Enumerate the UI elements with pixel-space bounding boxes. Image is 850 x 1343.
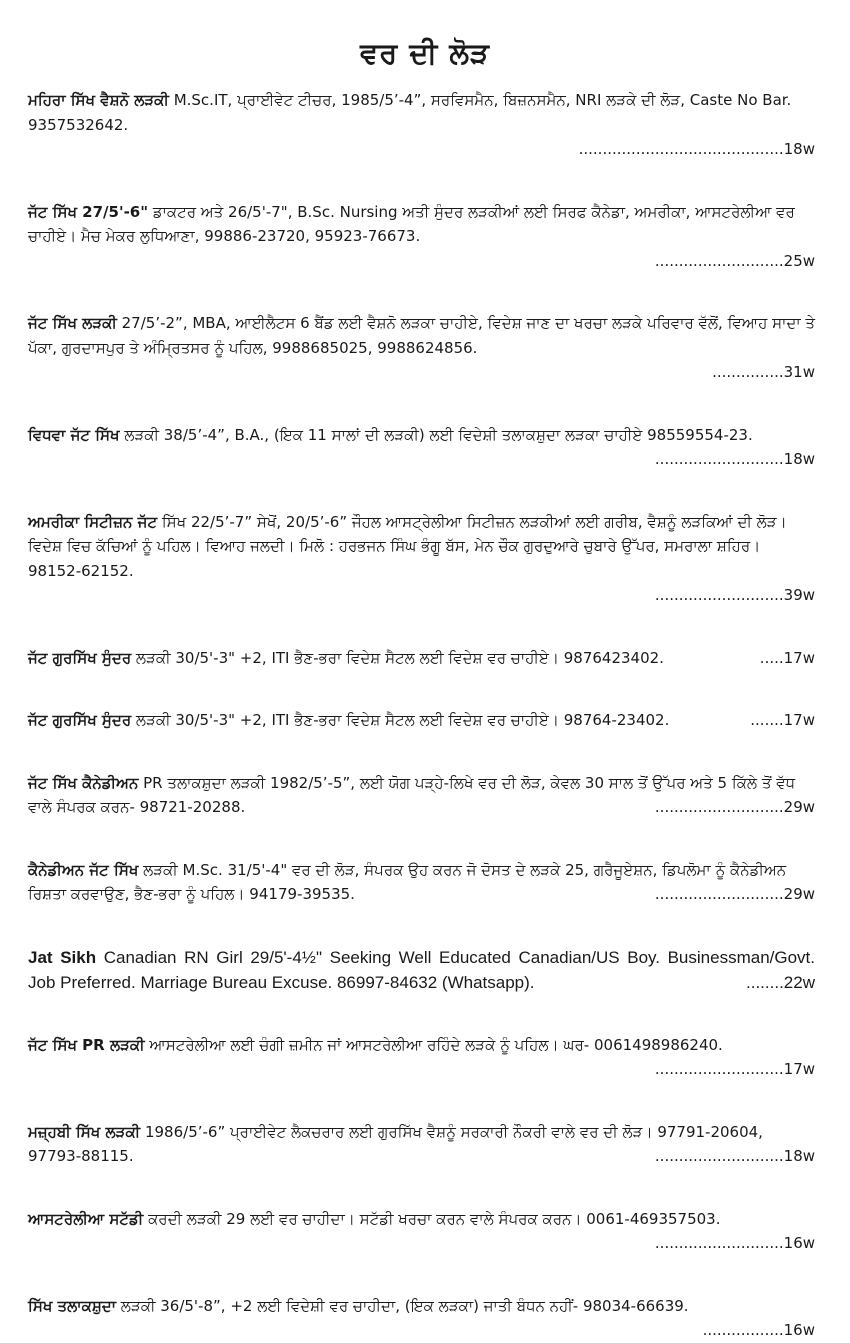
classified-ad — [28, 311, 815, 385]
ad-code: ...........................25w — [654, 251, 815, 270]
page-title: ਵਰ ਦੀ ਲੋੜ — [360, 36, 490, 70]
classified-ad — [28, 945, 815, 995]
classified-ad — [28, 88, 815, 162]
ad-text: ਡਾਕਟਰ ਅਤੇ 26/5'-7", B.Sc. Nursing ਅਤੀ ਸੁੰਦਰ ਲੜਕੀਆਂ ਲਈ ਸਿਰਫ ਕੈਨੇਡਾ, ਅਮਰੀਕਾ, ਆਸਟਰੇਲੀਆ ਵਰ ਚਾਹੀਏ। ਮੈਚ ਮੇਕਰ ਲੁਧਿਆਣਾ, 99886-23720, 95923-76673. — [28, 202, 795, 245]
ad-text: ਕਰਦੀ ਲੜਕੀ 29 ਲਈ ਵਰ ਚਾਹੀਦਾ। ਸਟੱਡੀ ਖਰਚਾ ਕਰਨ ਵਾਲੇ ਸੰਪਰਕ ਕਰਨ। 0061-469357503. — [143, 1209, 721, 1228]
ad-lead: Jat Sikh — [28, 947, 97, 967]
ad-lead: ਕੈਨੇਡੀਅਨ ਜੱਟ ਸਿੱਖ — [28, 860, 139, 879]
ad-lead: ਜੱਟ ਸਿੱਖ PR ਲੜਕੀ — [28, 1035, 145, 1054]
ad-code: ...........................29w — [654, 798, 815, 816]
ad-lead: ਮਜ਼੍ਹਬੀ ਸਿੱਖ ਲੜਕੀ — [28, 1122, 141, 1141]
ad-lead: ਜੱਟ ਗੁਰਸਿੱਖ ਸੁੰਦਰ — [28, 711, 132, 729]
ad-lead: ਅਮਰੀਕਾ ਸਿਟੀਜ਼ਨ ਜੱਟ — [28, 512, 158, 531]
ad-lead: ਜੱਟ ਸਿੱਖ 27/5'-6" — [28, 202, 149, 221]
classified-ad — [28, 646, 815, 671]
classified-ad — [28, 200, 815, 274]
classified-ad — [28, 771, 815, 820]
ad-code: ...........................17w — [654, 1060, 815, 1078]
ad-text: PR ਤਲਾਕਸ਼ੁਦਾ ਲੜਕੀ 1982/5’-5”, ਲਈ ਯੋਗ ਪੜ੍ਹੇ-ਲਿਖੇ ਵਰ ਦੀ ਲੋੜ, ਕੇਵਲ 30 ਸਾਲ ਤੋਂ ਉੱਪਰ ਅਤੇ 5 ਕਿੱਲੇ ਤੋਂ ਵੱਧ ਵਾਲੇ ਸੰਪਰਕ ਕਰਨ- 98721-20288. — [28, 773, 796, 816]
ad-code: ...........................18w — [654, 450, 815, 468]
ad-code: ...........................29w — [654, 885, 815, 903]
ad-text: ਲੜਕੀ M.Sc. 31/5'-4" ਵਰ ਦੀ ਲੋੜ, ਸੰਪਰਕ ਉਹ ਕਰਨ ਜੋ ਦੋਸਤ ਦੇ ਲੜਕੇ 25, ਗਰੈਜੂਏਸ਼ਨ, ਡਿਪਲੋਮਾ ਨੂੰ ਕੈਨੇਡੀਅਨ ਰਿਸ਼ਤਾ ਕਰਵਾਉਣ, ਭੈਣ-ਭਰਾ ਨੂੰ ਪਹਿਲ। 94179-39535. — [28, 860, 787, 903]
classified-ad — [28, 1207, 815, 1256]
ad-lead: ਵਿਧਵਾ ਜੱਟ ਸਿੱਖ — [28, 425, 120, 444]
classified-ad — [28, 708, 815, 733]
classified-ads-list — [28, 88, 815, 1343]
ad-text: ਆਸਟਰੇਲੀਆ ਲਈ ਚੰਗੀ ਜ਼ਮੀਨ ਜਾਂ ਆਸਟਰੇਲੀਆ ਰਹਿੰਦੇ ਲੜਕੇ ਨੂੰ ਪਹਿਲ। ਘਰ- 0061498986240. — [144, 1035, 723, 1054]
ad-lead: ਜੱਟ ਸਿੱਖ ਲੜਕੀ — [28, 314, 117, 332]
ad-code: ...............31w — [712, 363, 815, 381]
ad-lead: ਮਹਿਰਾ ਸਿੱਖ ਵੈਸ਼ਨੋ ਲੜਕੀ — [28, 91, 169, 109]
ad-text: M.Sc.IT, ਪ੍ਰਾਈਵੇਟ ਟੀਚਰ, 1985/5’-4”, ਸਰਵਿਸਮੈਨ, ਬਿਜ਼ਨਸਮੈਨ, NRI ਲੜਕੇ ਦੀ ਲੋੜ, Caste No Bar. 9357532642. — [28, 91, 792, 134]
ad-code: ........22w — [746, 972, 815, 992]
ad-text: 27/5’-2”, MBA, ਆਈਲੈਟਸ 6 ਬੈਂਡ ਲਈ ਵੈਸ਼ਨੋ ਲੜਕਾ ਚਾਹੀਏ, ਵਿਦੇਸ਼ ਜਾਣ ਦਾ ਖਰਚਾ ਲੜਕੇ ਪਰਿਵਾਰ ਵੱਲੋਂ, ਵਿਆਹ ਸਾਦਾ ਤੇ ਪੱਕਾ, ਗੁਰਦਾਸਪੁਰ ਤੇ ਅੰਮ੍ਰਿਤਸਰ ਨੂੰ ਪਹਿਲ, 9988685025, 9988624856. — [28, 314, 815, 357]
ad-text: ਸਿੱਖ 22/5’-7” ਸੇਖੋਂ, 20/5’-6” ਜੌਹਲ ਆਸਟ੍ਰੇਲੀਆ ਸਿਟੀਜ਼ਨ ਲੜਕੀਆਂ ਲਈ ਗਰੀਬ, ਵੈਸ਼ਨੂੰ ਲੜਕਿਆਂ ਦੀ ਲੋੜ। ਵਿਦੇਸ਼ ਵਿਚ ਕੱਚਿਆਂ ਨੂੰ ਪਹਿਲ। ਵਿਆਹ ਜਲਦੀ। ਮਿਲੋ : ਹਰਭਜਨ ਸਿੰਘ ਭੰਗੂ ਬੱਸ, ਮੇਨ ਚੌਕ ਗੁਰਦੁਆਰੇ ਚੁਬਾਰੇ ਉੱਪਰ, ਸਮਰਾਲਾ ਸ਼ਹਿਰ। 98152-62152. — [28, 512, 787, 580]
classified-ad — [28, 510, 815, 608]
classified-ad — [28, 1120, 815, 1169]
ad-text: ਲੜਕੀ 38/5’-4”, B.A., (ਇਕ 11 ਸਾਲਾਂ ਦੀ ਲੜਕੀ) ਲਈ ਵਿਦੇਸ਼ੀ ਤਲਾਕਸ਼ੁਦਾ ਲੜਕਾ ਚਾਹੀਏ 98559554-23. — [119, 425, 753, 444]
classified-ad — [28, 423, 815, 472]
ad-text: ਲੜਕੀ 30/5'-3" +2, ITI ਭੈਣ-ਭਰਾ ਵਿਦੇਸ਼ ਸੈਟਲ ਲਈ ਵਿਦੇਸ਼ ਵਰ ਚਾਹੀਏ। 98764-23402. — [131, 711, 670, 729]
ad-lead: ਆਸਟਰੇਲੀਆ ਸਟੱਡੀ — [28, 1209, 144, 1228]
ad-code: .....17w — [759, 648, 815, 667]
ad-code: ...........................16w — [654, 1234, 815, 1252]
classified-ad — [28, 858, 815, 907]
classified-ad — [28, 1294, 815, 1343]
ad-text: Canadian RN Girl 29/5'-4½" Seeking Well Educated Canadian/US Boy. Businessman/Govt. Job Preferred. Marriage Bureau Excuse. 86997-84632 (Whatsapp). — [28, 947, 815, 992]
ad-lead: ਜੱਟ ਗੁਰਸਿੱਖ ਸੁੰਦਰ — [28, 648, 132, 667]
ad-code: .......17w — [750, 711, 815, 729]
ad-text: 1986/5’-6” ਪ੍ਰਾਈਵੇਟ ਲੈਕਚਰਾਰ ਲਈ ਗੁਰਸਿੱਖ ਵੈਸ਼ਨੂੰ ਸਰਕਾਰੀ ਨੌਕਰੀ ਵਾਲੇ ਵਰ ਦੀ ਲੋੜ। 97791-20604, 97793-88115. — [28, 1122, 763, 1165]
ad-lead: ਸਿੱਖ ਤਲਾਕਸ਼ੁਦਾ — [28, 1296, 117, 1315]
ad-lead: ਜੱਟ ਸਿੱਖ ਕੈਨੇਡੀਅਨ — [28, 773, 139, 792]
ad-code: ...........................................18w — [578, 140, 815, 158]
ad-text: ਲੜਕੀ 36/5'-8”, +2 ਲਈ ਵਿਦੇਸ਼ੀ ਵਰ ਚਾਹੀਦਾ, (ਇਕ ਲੜਕਾ) ਜਾਤੀ ਬੰਧਨ ਨਹੀਂ- 98034-66639. — [116, 1296, 689, 1315]
ad-code: ...........................39w — [654, 586, 815, 604]
ad-code: .................16w — [702, 1321, 815, 1339]
classified-ad — [28, 1033, 815, 1082]
ad-text: ਲੜਕੀ 30/5'-3" +2, ITI ਭੈਣ-ਭਰਾ ਵਿਦੇਸ਼ ਸੈਟਲ ਲਈ ਵਿਦੇਸ਼ ਵਰ ਚਾਹੀਏ। 9876423402. — [131, 648, 664, 667]
ad-code: ...........................18w — [654, 1147, 815, 1165]
